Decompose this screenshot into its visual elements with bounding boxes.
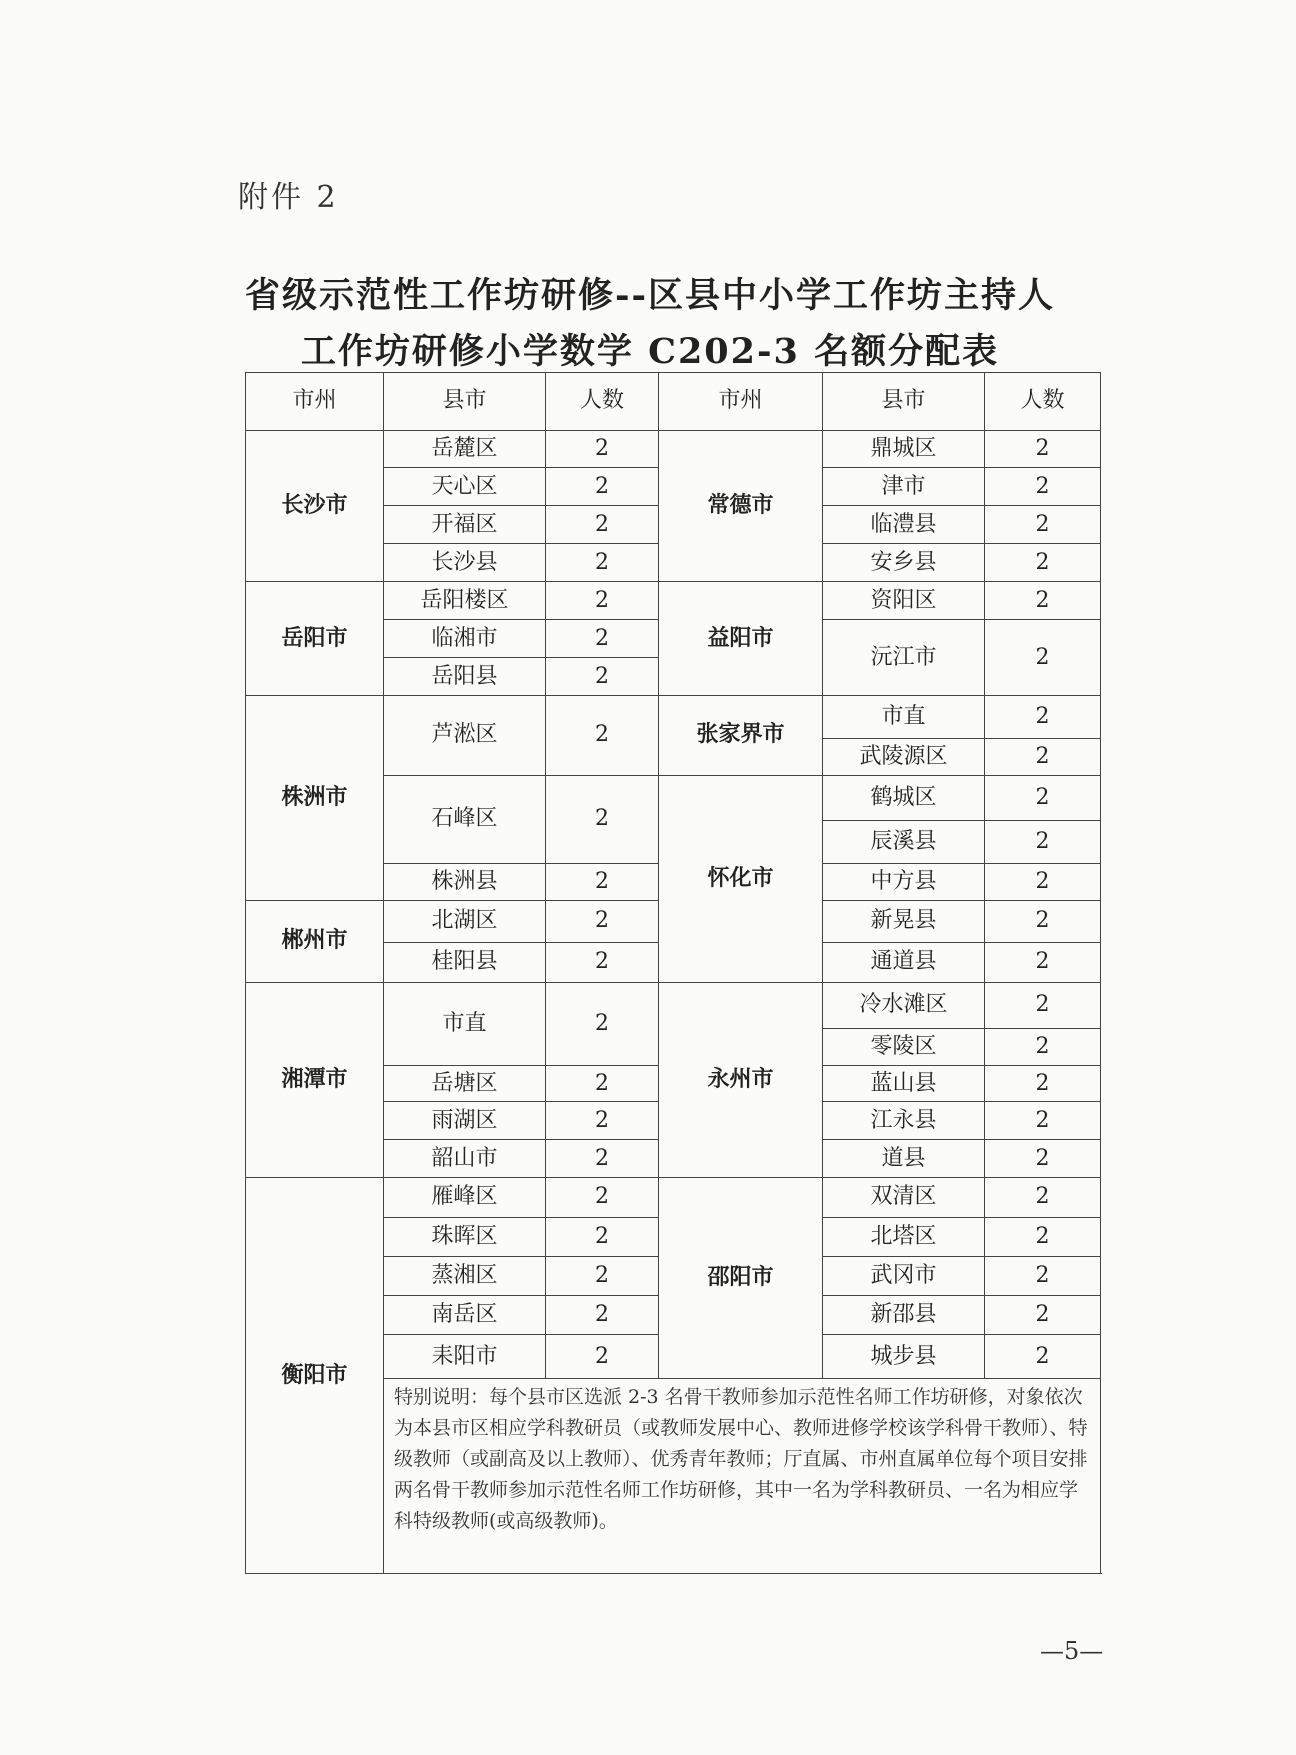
quota-cell: 2 — [985, 775, 1101, 820]
county-cell: 长沙县 — [384, 544, 546, 582]
quota-cell: 2 — [546, 1256, 659, 1295]
quota-cell: 2 — [985, 1217, 1101, 1256]
county-cell: 韶山市 — [384, 1140, 546, 1178]
county-cell: 石峰区 — [384, 775, 546, 863]
quota-cell: 2 — [985, 696, 1101, 739]
county-cell: 南岳区 — [384, 1295, 546, 1334]
city-cell: 永州市 — [659, 982, 823, 1178]
quota-cell: 2 — [985, 430, 1101, 468]
city-cell: 衡阳市 — [246, 1178, 384, 1574]
table-header-row — [246, 373, 1101, 431]
quota-cell: 2 — [985, 1178, 1101, 1217]
city-cell: 郴州市 — [246, 900, 384, 982]
county-cell: 蒸湘区 — [384, 1256, 546, 1295]
quota-cell: 2 — [546, 943, 659, 982]
city-cell: 长沙市 — [246, 430, 384, 582]
quota-cell: 2 — [985, 738, 1101, 775]
table-row — [246, 430, 1101, 468]
quota-cell: 2 — [985, 1029, 1101, 1066]
column-header: 县市 — [823, 373, 985, 431]
quota-cell: 2 — [546, 900, 659, 943]
column-header: 市州 — [659, 373, 823, 431]
quota-cell: 2 — [546, 1102, 659, 1140]
county-cell: 岳塘区 — [384, 1065, 546, 1102]
county-cell: 临湘市 — [384, 620, 546, 658]
city-cell: 益阳市 — [659, 582, 823, 696]
column-header: 人数 — [985, 373, 1101, 431]
quota-cell: 2 — [985, 1065, 1101, 1102]
quota-cell: 2 — [546, 544, 659, 582]
page-number: —5— — [1040, 1637, 1104, 1665]
county-cell: 沅江市 — [823, 620, 985, 696]
quota-cell: 2 — [546, 582, 659, 620]
quota-allocation-table — [245, 372, 1101, 1574]
column-header: 人数 — [546, 373, 659, 431]
county-cell: 辰溪县 — [823, 820, 985, 863]
document-title-line1: 省级示范性工作坊研修--区县中小学工作坊主持人 — [244, 275, 1056, 316]
quota-cell: 2 — [985, 1102, 1101, 1140]
county-cell: 株洲县 — [384, 863, 546, 900]
city-cell: 邵阳市 — [659, 1178, 823, 1379]
quota-cell: 2 — [985, 468, 1101, 506]
quota-cell: 2 — [546, 863, 659, 900]
county-cell: 津市 — [823, 468, 985, 506]
county-cell: 鼎城区 — [823, 430, 985, 468]
county-cell: 安乡县 — [823, 544, 985, 582]
county-cell: 桂阳县 — [384, 943, 546, 982]
county-cell: 蓝山县 — [823, 1065, 985, 1102]
quota-cell: 2 — [546, 1295, 659, 1334]
city-cell: 怀化市 — [659, 775, 823, 982]
county-cell: 市直 — [384, 982, 546, 1065]
county-cell: 武陵源区 — [823, 738, 985, 775]
city-cell: 株洲市 — [246, 696, 384, 900]
quota-cell: 2 — [546, 506, 659, 544]
quota-cell: 2 — [985, 982, 1101, 1029]
county-cell: 北湖区 — [384, 900, 546, 943]
county-cell: 新晃县 — [823, 900, 985, 943]
quota-cell: 2 — [985, 1256, 1101, 1295]
quota-cell: 2 — [546, 620, 659, 658]
county-cell: 北塔区 — [823, 1217, 985, 1256]
county-cell: 道县 — [823, 1140, 985, 1178]
quota-cell: 2 — [546, 1140, 659, 1178]
quota-cell: 2 — [546, 658, 659, 696]
county-cell: 珠晖区 — [384, 1217, 546, 1256]
county-cell: 武冈市 — [823, 1256, 985, 1295]
column-header: 市州 — [246, 373, 384, 431]
quota-cell: 2 — [546, 468, 659, 506]
city-cell: 张家界市 — [659, 696, 823, 776]
table-row — [246, 696, 1101, 739]
table-row — [246, 982, 1101, 1029]
county-cell: 岳麓区 — [384, 430, 546, 468]
county-cell: 新邵县 — [823, 1295, 985, 1334]
quota-cell: 2 — [546, 1178, 659, 1217]
city-cell: 湘潭市 — [246, 982, 384, 1178]
county-cell: 岳阳楼区 — [384, 582, 546, 620]
quota-cell: 2 — [985, 506, 1101, 544]
quota-cell: 2 — [985, 900, 1101, 943]
quota-cell: 2 — [985, 863, 1101, 900]
county-cell: 资阳区 — [823, 582, 985, 620]
county-cell: 冷水滩区 — [823, 982, 985, 1029]
quota-cell: 2 — [985, 1295, 1101, 1334]
quota-cell: 2 — [985, 1335, 1101, 1379]
quota-cell: 2 — [985, 1140, 1101, 1178]
city-cell: 岳阳市 — [246, 582, 384, 696]
quota-cell: 2 — [546, 1217, 659, 1256]
quota-cell: 2 — [546, 1065, 659, 1102]
county-cell: 开福区 — [384, 506, 546, 544]
county-cell: 市直 — [823, 696, 985, 739]
quota-cell: 2 — [985, 943, 1101, 982]
quota-cell: 2 — [985, 544, 1101, 582]
county-cell: 雨湖区 — [384, 1102, 546, 1140]
county-cell: 通道县 — [823, 943, 985, 982]
document-title-line2: 工作坊研修小学数学 C202-3 名额分配表 — [300, 331, 1000, 372]
city-cell: 常德市 — [659, 430, 823, 582]
quota-cell: 2 — [546, 775, 659, 863]
county-cell: 江永县 — [823, 1102, 985, 1140]
county-cell: 天心区 — [384, 468, 546, 506]
table-row — [246, 582, 1101, 620]
county-cell: 鹤城区 — [823, 775, 985, 820]
special-note: 特别说明：每个县市区选派 2-3 名骨干教师参加示范性名师工作坊研修，对象依次为本县市区相应学科教研员（或教师发展中心、教师进修学校该学科骨干教师）、特级教师（或副高及以上教师）、优秀青年教师；厅直属、市州直属单位每个项目安排两名骨干教师参加示范性名师工作坊研修，其中一名为学科教研员、一名为相应学科特级教师(或高级教师)。 — [384, 1379, 1101, 1574]
county-cell: 岳阳县 — [384, 658, 546, 696]
county-cell: 雁峰区 — [384, 1178, 546, 1217]
county-cell: 临澧县 — [823, 506, 985, 544]
quota-cell: 2 — [546, 430, 659, 468]
quota-cell: 2 — [546, 696, 659, 776]
quota-cell: 2 — [546, 1335, 659, 1379]
attachment-label: 附件 2 — [238, 180, 339, 215]
column-header: 县市 — [384, 373, 546, 431]
county-cell: 零陵区 — [823, 1029, 985, 1066]
county-cell: 中方县 — [823, 863, 985, 900]
county-cell: 耒阳市 — [384, 1335, 546, 1379]
quota-cell: 2 — [546, 982, 659, 1065]
county-cell: 城步县 — [823, 1335, 985, 1379]
table-row — [246, 1178, 1101, 1217]
county-cell: 芦淞区 — [384, 696, 546, 776]
county-cell: 双清区 — [823, 1178, 985, 1217]
quota-cell: 2 — [985, 582, 1101, 620]
quota-cell: 2 — [985, 620, 1101, 696]
quota-cell: 2 — [985, 820, 1101, 863]
